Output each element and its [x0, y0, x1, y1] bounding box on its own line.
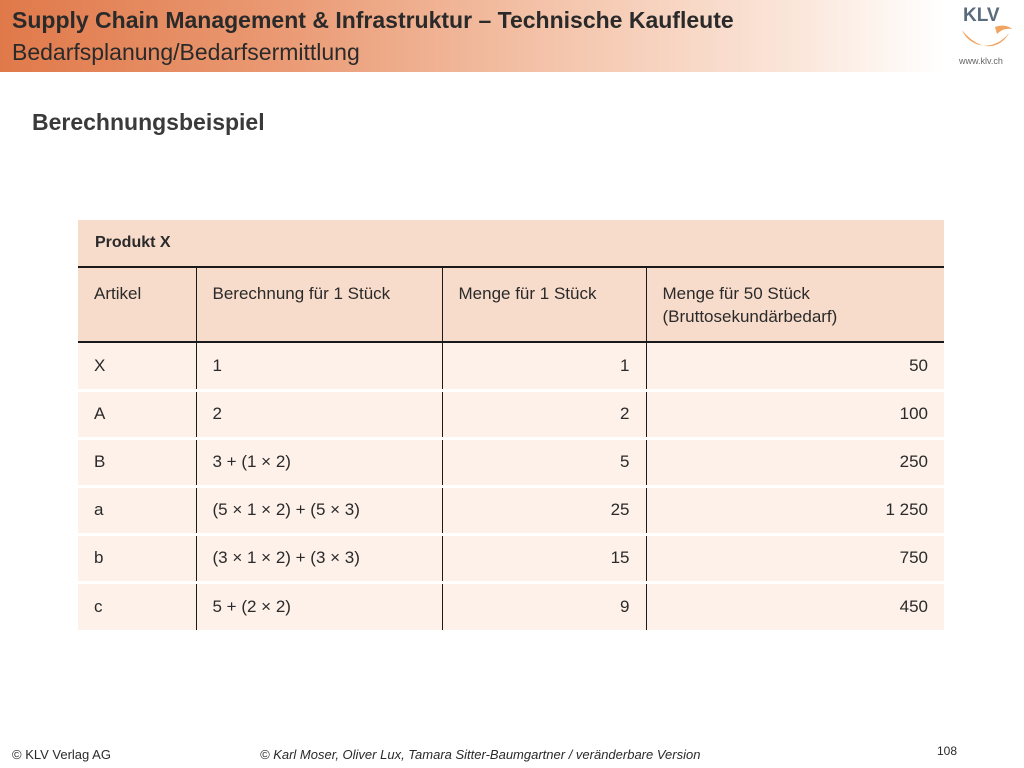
- table-row: [78, 582, 944, 630]
- cell-artikel: b: [78, 534, 196, 582]
- table-row: [78, 486, 944, 534]
- cell-menge-50: 750: [646, 534, 944, 582]
- cell-berechnung: 1: [196, 342, 442, 390]
- slide-subtitle: Bedarfsplanung/Bedarfsermittlung: [12, 39, 360, 65]
- table-row: [78, 390, 944, 438]
- table-row: [78, 438, 944, 486]
- calculation-table: [78, 220, 944, 630]
- logo-swoosh-icon: [962, 30, 1009, 46]
- cell-artikel: X: [78, 342, 196, 390]
- cell-berechnung: (3 × 1 × 2) + (3 × 3): [196, 534, 442, 582]
- page-number: 108: [937, 744, 958, 758]
- section-heading: Berechnungsbeispiel: [32, 109, 265, 135]
- slide-title: Supply Chain Management & Infrastruktur – Technische Kaufleute: [12, 7, 734, 33]
- cell-menge-50: 450: [646, 582, 944, 630]
- cell-artikel: c: [78, 582, 196, 630]
- column-header-menge-50: [646, 268, 944, 342]
- cell-menge-50: 100: [646, 390, 944, 438]
- table-row: [78, 342, 944, 390]
- cell-artikel: a: [78, 486, 196, 534]
- column-header-menge-1: Menge für 1 Stück: [442, 268, 646, 342]
- column-header-berechnung: Berechnung für 1 Stück: [196, 268, 442, 342]
- cell-menge-1: 2: [442, 390, 646, 438]
- cell-menge-1: 25: [442, 486, 646, 534]
- column-header-menge-50-line1: Menge für 50 Stück: [662, 284, 810, 303]
- cell-berechnung: (5 × 1 × 2) + (5 × 3): [196, 486, 442, 534]
- klv-logo-mark: [959, 3, 1015, 55]
- cell-berechnung: 3 + (1 × 2): [196, 438, 442, 486]
- table-header-row: [78, 268, 944, 342]
- data-table: [78, 268, 944, 630]
- footer-authors: © Karl Moser, Oliver Lux, Tamara Sitter-Baumgartner / veränderbare Version: [260, 747, 701, 762]
- cell-menge-1: 9: [442, 582, 646, 630]
- cell-menge-1: 15: [442, 534, 646, 582]
- cell-menge-50: 50: [646, 342, 944, 390]
- cell-berechnung: 2: [196, 390, 442, 438]
- footer-publisher: © KLV Verlag AG: [12, 747, 111, 762]
- cell-menge-50: 250: [646, 438, 944, 486]
- logo-swoosh-tip-icon: [995, 26, 1012, 34]
- cell-artikel: A: [78, 390, 196, 438]
- cell-menge-1: 1: [442, 342, 646, 390]
- table-row: [78, 534, 944, 582]
- column-header-artikel: Artikel: [78, 268, 196, 342]
- header-band: [0, 0, 945, 72]
- cell-menge-50: 1 250: [646, 486, 944, 534]
- cell-artikel: B: [78, 438, 196, 486]
- logo-url: www.klv.ch: [959, 56, 1003, 66]
- cell-berechnung: 5 + (2 × 2): [196, 582, 442, 630]
- logo-text: KLV: [963, 5, 1000, 26]
- klv-logo: [955, 3, 1021, 69]
- column-header-menge-50-line2: (Bruttosekundärbedarf): [662, 307, 838, 326]
- cell-menge-1: 5: [442, 438, 646, 486]
- product-title: Produkt X: [78, 220, 944, 268]
